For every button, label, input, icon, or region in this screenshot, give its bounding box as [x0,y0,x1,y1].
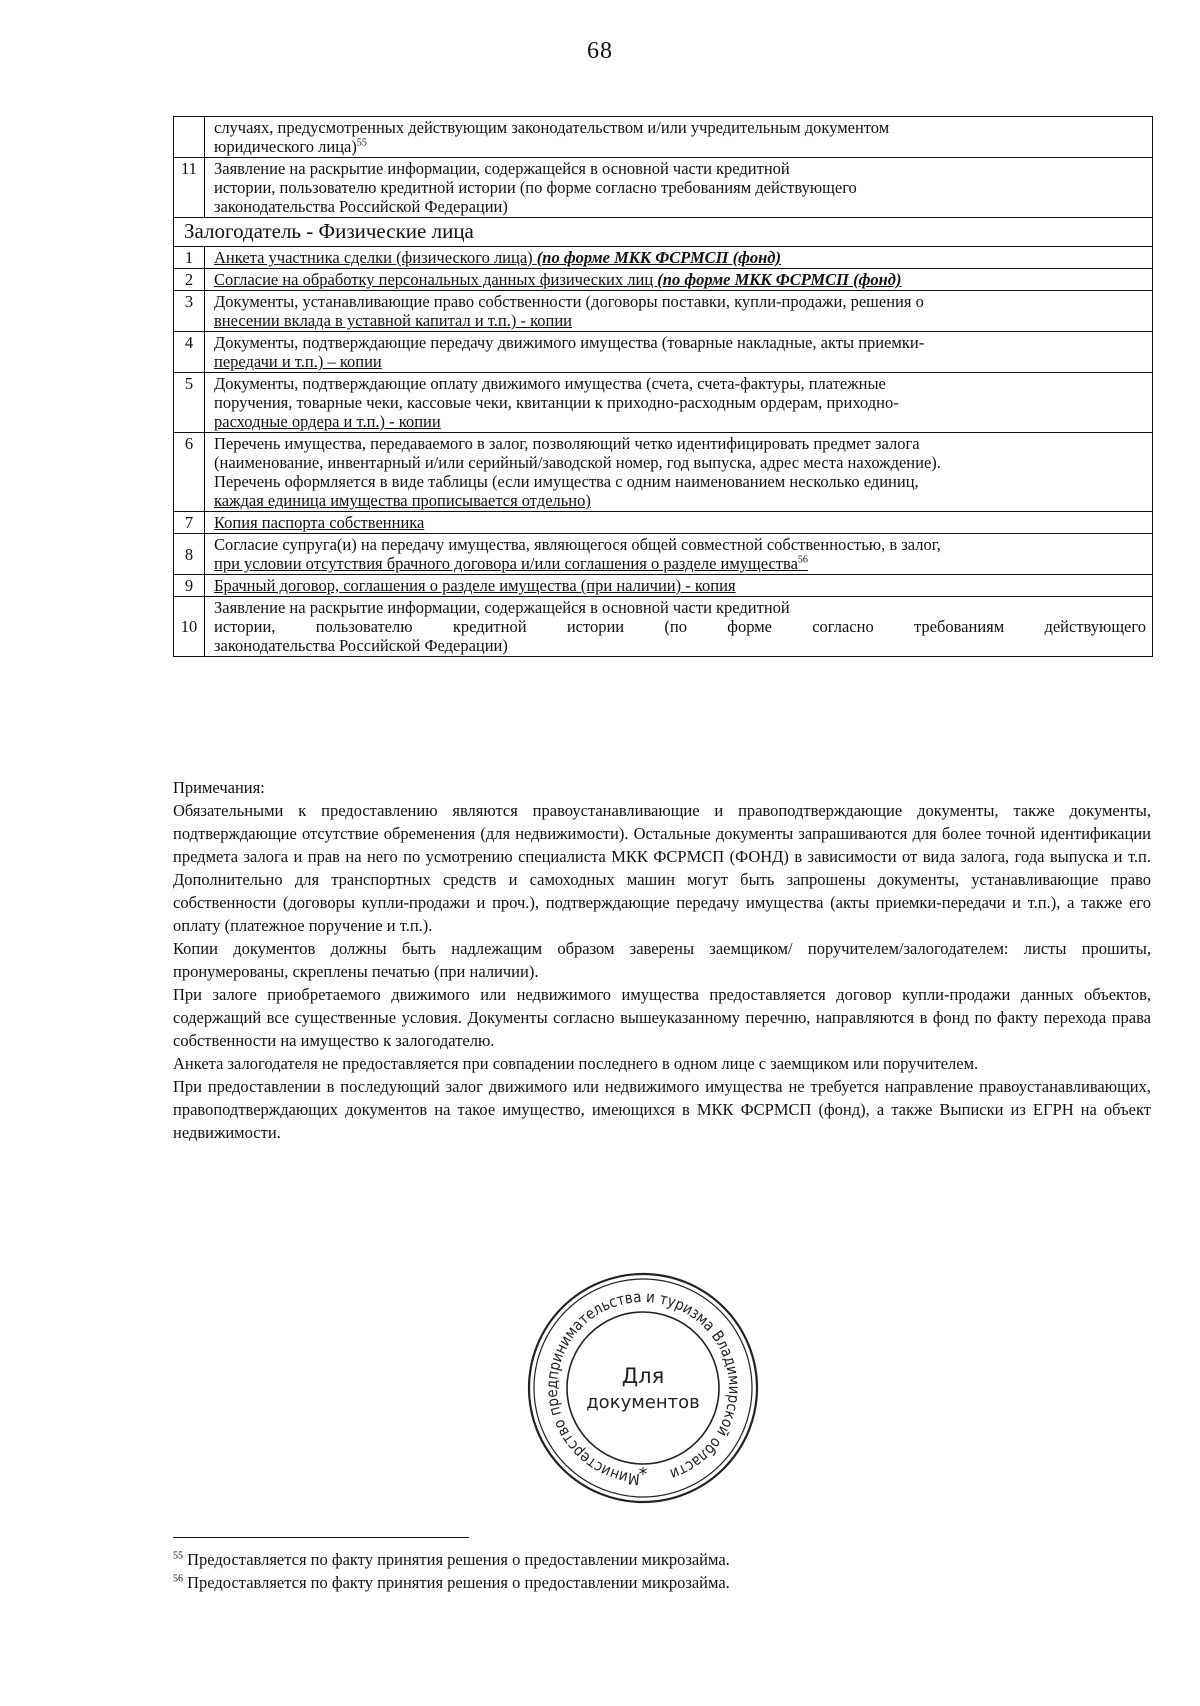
row-text: Документы, устанавливающие право собственности (договоры поставки, купли-продажи, решения о внесении вклада в уставной капитал и т.п.) - копии [205,291,1153,332]
table-row [174,534,1153,575]
stamp-center-line-1: Для [621,1364,665,1388]
table-row [174,597,1153,657]
row-number: 5 [174,373,205,433]
notes-paragraph: Анкета залогодателя не предоставляется при совпадении последнего в одном лице с заемщиком или поручителем. [173,1054,979,1073]
table-row [174,433,1153,512]
row-number: 1 [174,247,205,269]
row-text: Заявление на раскрытие информации, содержащейся в основной части кредитной истории, пользователю кредитной истории (по форме согласно требованиям действующего законодательства Российской Федерации) [205,597,1153,657]
row-text: Согласие супруга(и) на передачу имущества, являющегося общей совместной собственностью, в залог, при условии отсутствия брачного договора и/или соглашения о разделе имущества$^{56}$ [205,534,1153,575]
table-row [174,247,1153,269]
footnote-mark: 55 [173,1550,183,1562]
table-row [174,291,1153,332]
footnote: $^{56}$ Предоставляется по факту принятия решения о предоставлении микрозайма. [173,1573,730,1592]
notes-paragraph: Обязательными к предоставлению являются правоустанавливающие и правоподтверждающие документы, также документы, подтверждающие отсутствие обременения (для недвижимости). Остальные документы запрашиваются для более точной идентификации предмета залога и прав на него по усмотрению специалиста МКК ФСРМСП (ФОНД) в зависимости от вида залога, года выпуска и т.п. Дополнительно для транспортных средств и самоходных машин могут быть запрошены документы, устанавливающие право собственности (договоры купли-продажи и проч.), подтверждающие передачу имущества (акты приемки-передачи и т.п.), а также его оплату (платежное поручение и т.п.). [173,801,1151,935]
table-row [174,332,1153,373]
footnote-ref: 55 [356,137,367,149]
notes-section [173,776,1151,1144]
table-row [174,269,1153,291]
documents-table [173,116,1153,657]
row-number [174,117,205,158]
footnote-divider [173,1537,469,1538]
row-number: 4 [174,332,205,373]
row-text: случаях, предусмотренных действующим законодательством и/или учредительным документом юридического лица)$^{55}$ [205,117,1153,158]
row-text: Заявление на раскрытие информации, содержащейся в основной части кредитной истории, пользователю кредитной истории (по форме согласно требованиям действующего законодательства Российской Федерации) [205,158,1153,218]
stamp-star: * [638,1464,648,1485]
row-number: 7 [174,512,205,534]
row-number: 2 [174,269,205,291]
row-number: 8 [174,534,205,575]
section-title: Залогодатель - Физические лица [174,218,1153,247]
table-row [174,158,1153,218]
notes-paragraph: Копии документов должны быть надлежащим образом заверены заемщиком/ поручителем/залогодателем: листы прошиты, пронумерованы, скреплены печатью (при наличии). [173,939,1151,981]
footnote-mark: 56 [173,1573,183,1585]
page-number: 68 [587,38,613,64]
row-number: 10 [174,597,205,657]
table-row [174,575,1153,597]
row-text: Документы, подтверждающие передачу движимого имущества (товарные накладные, акты приемки- передачи и т.п.) – копии [205,332,1153,373]
stamp-center-line-2: документов [586,1392,700,1413]
row-number: 6 [174,433,205,512]
table-row [174,117,1153,158]
notes-title: Примечания: [173,778,265,797]
notes-paragraph: При предоставлении в последующий залог движимого или недвижимого имущества не требуется направление правоустанавливающих, правоподтверждающих документов на такое имущество, имеющихся в МКК ФСРМСП (фонд), а также Выписки из ЕГРН на объект недвижимости. [173,1077,1151,1142]
row-number: 3 [174,291,205,332]
row-text: Брачный договор, соглашения о разделе имущества (при наличии) - копия [205,575,1153,597]
footnotes [173,1548,1073,1594]
row-number: 11 [174,158,205,218]
notes-paragraph: При залоге приобретаемого движимого или недвижимого имущества предоставляется договор купли-продажи данных объектов, содержащий все существенные условия. Документы согласно вышеуказанному перечню, направляются в фонд по факту перехода права собственности на имущество к залогодателю. [173,985,1151,1050]
row-text: Копия паспорта собственника [205,512,1153,534]
table-row [174,512,1153,534]
footnote: $^{55}$ Предоставляется по факту принятия решения о предоставлении микрозайма. [173,1550,730,1569]
row-text: Документы, подтверждающие оплату движимого имущества (счета, счета-фактуры, платежные поручения, товарные чеки, кассовые чеки, квитанции к приходно-расходным ордерам, приходно- расходные ордера и т.п.) - копии [205,373,1153,433]
section-header-row [174,218,1153,247]
row-text: Анкета участника сделки (физического лица) (по форме МКК ФСРМСП (фонд) [205,247,1153,269]
row-text: Согласие на обработку персональных данных физических лиц (по форме МКК ФСРМСП (фонд) [205,269,1153,291]
official-stamp [525,1270,761,1506]
row-text: Перечень имущества, передаваемого в залог, позволяющий четко идентифицировать предмет залога (наименование, инвентарный и/или серийный/заводской номер, год выпуска, адрес места нахождение). Перечень оформляется в виде таблицы (если имущества с одним наименованием несколько единиц, каждая единица имущества прописывается отдельно) [205,433,1153,512]
footnote-ref: 56 [797,554,808,566]
stamp-ring-text: Министерство предпринимательства и туризма Владимирской области [542,1287,744,1489]
row-number: 9 [174,575,205,597]
table-row [174,373,1153,433]
